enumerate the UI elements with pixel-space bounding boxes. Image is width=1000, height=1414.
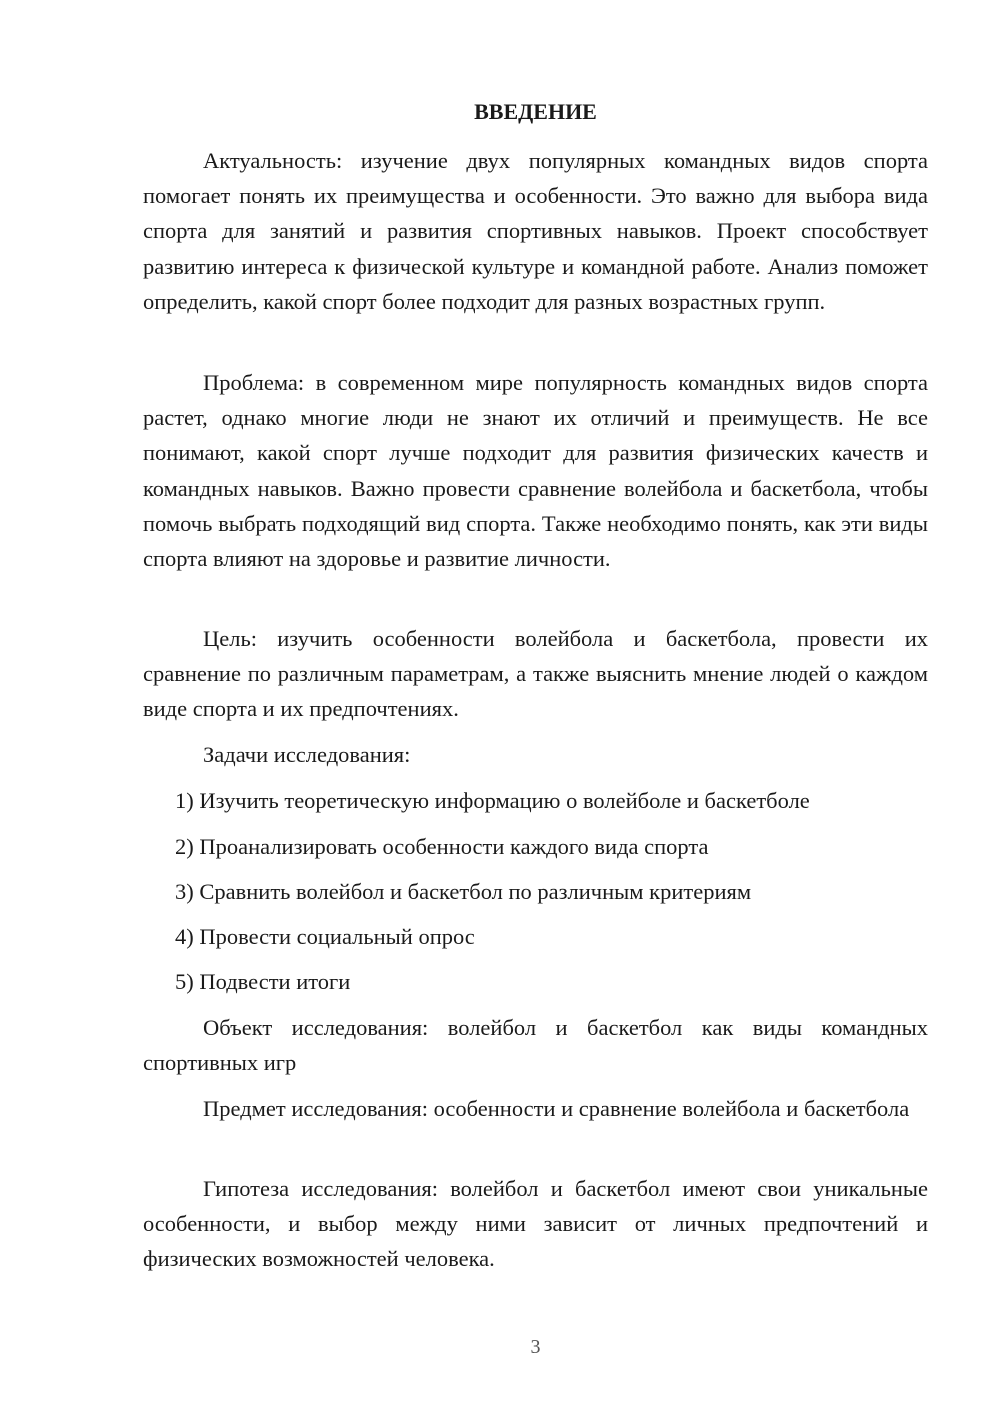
section-title: ВВЕДЕНИЕ bbox=[474, 99, 597, 124]
task-item-3: 3) Сравнить волейбол и баскетбол по различным критериям bbox=[175, 879, 752, 904]
object-paragraph: Объект исследования: волейбол и баскетбол как виды командных спортивных игр bbox=[143, 1015, 928, 1076]
document-page bbox=[143, 0, 928, 1414]
task-item-2: 2) Проанализировать особенности каждого вида спорта bbox=[175, 834, 709, 859]
relevance-paragraph: Актуальность: изучение двух популярных командных видов спорта помогает понять их преимущества и особенности. Это важно для выбора вида спорта для занятий и развития спортивных навыков. Проект способствует развитию интереса к физической культуре и командной работе. Анализ поможет определить, какой спорт более подходит для разных возрастных групп. bbox=[143, 148, 928, 314]
page-number: 3 bbox=[530, 1336, 541, 1358]
task-item-4: 4) Провести социальный опрос bbox=[175, 924, 475, 949]
hypothesis-paragraph: Гипотеза исследования: волейбол и баскетбол имеют свои уникальные особенности, и выбор между ними зависит от личных предпочтений и физических возможностей человека. bbox=[143, 1176, 928, 1272]
subject-paragraph: Предмет исследования: особенности и сравнение волейбола и баскетбола bbox=[203, 1096, 910, 1121]
task-item-5: 5) Подвести итоги bbox=[175, 969, 351, 994]
tasks-heading: Задачи исследования: bbox=[203, 742, 411, 767]
task-item-1: 1) Изучить теоретическую информацию о волейболе и баскетболе bbox=[175, 788, 810, 813]
problem-paragraph: Проблема: в современном мире популярность командных видов спорта растет, однако многие люди не знают их отличий и преимуществ. Не все понимают, какой спорт лучше подходит для развития физических качеств и командных навыков. Важно провести сравнение волейбола и баскетбола, чтобы помочь выбрать подходящий вид спорта. Также необходимо понять, как эти виды спорта влияют на здоровье и развитие личности. bbox=[143, 370, 928, 572]
goal-paragraph: Цель: изучить особенности волейбола и баскетбола, провести их сравнение по различным параметрам, а также выяснить мнение людей о каждом виде спорта и их предпочтениях. bbox=[143, 626, 928, 722]
